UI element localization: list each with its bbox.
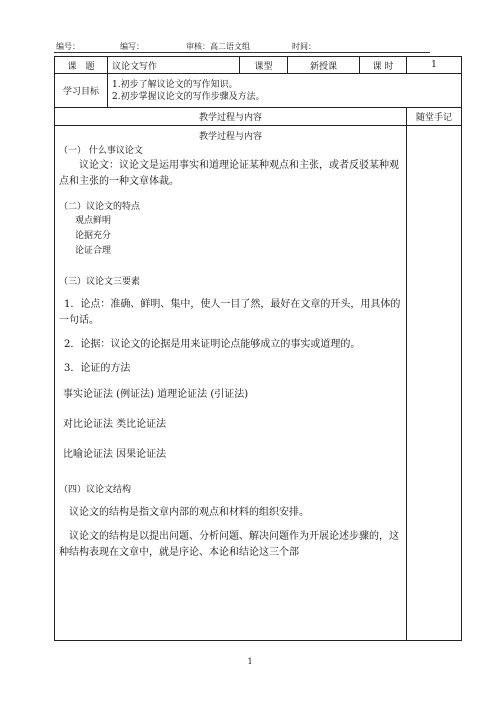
method-line: 事实论证法 (例证法) 道理论证法 (引证法)	[63, 389, 249, 400]
goals-label: 学习目标	[55, 74, 108, 108]
number-label: 编号：	[56, 42, 80, 51]
page-number: 1	[247, 657, 253, 666]
notes-header: 随堂手记	[407, 108, 462, 126]
topic-value: 议论文写作	[108, 57, 240, 74]
author-label: 编写：	[120, 42, 144, 51]
feature-item: 论证合理	[75, 246, 112, 256]
lesson-plan-table	[54, 56, 462, 641]
section-4-heading: （四）议论文结构	[59, 485, 132, 495]
section-3-method-title: 3．论证的方法	[64, 363, 131, 374]
section-4-body: 议论文的结构是指文章内部的观点和材料的组织安排。	[69, 507, 309, 518]
content-title: 教学过程与内容	[198, 132, 262, 142]
section-3-evidence: 2．论据：议论文的论据是用来证明论点能够成立的事实或道理的。	[64, 339, 361, 350]
goal-item: 1.初步了解议论文的写作知识。	[112, 79, 238, 90]
time-label: 时间：	[292, 42, 316, 51]
notes-cell	[407, 126, 462, 641]
section-3-heading: （三）议论文三要素	[59, 277, 141, 287]
section-1-heading: （一） 什么事议论文	[59, 146, 143, 156]
feature-item: 观点鲜明	[75, 216, 112, 226]
header-rule	[54, 52, 430, 53]
process-header: 教学过程与内容	[55, 108, 407, 126]
reviewer-label: 审核：高二语文组	[186, 42, 250, 51]
type-value: 新授课	[288, 57, 360, 74]
section-3-point: 1．论点：准确、鲜明、集中，使人一目了然，最好在文章的开头，用具体的一句话。	[59, 299, 401, 326]
feature-item: 论据充分	[75, 231, 112, 241]
section-2-heading: （二）议论文的特点	[59, 202, 141, 212]
type-label: 课型	[240, 57, 288, 74]
topic-label: 课 题	[55, 57, 108, 74]
hours-label: 课 时	[360, 57, 407, 74]
method-line: 对比论证法 类比论证法	[63, 419, 167, 430]
method-line: 比喻论证法 因果论证法	[63, 449, 167, 460]
hours-value: 1	[407, 57, 462, 74]
content-cell	[55, 126, 407, 641]
section-1-body: 议论文：议论文是运用事实和道理论证某种观点和主张，或者反驳某种观点和主张的一种文章体裁。	[59, 160, 399, 187]
goal-item: 2.初步掌握议论文的写作步骤及方法。	[112, 91, 265, 102]
section-4-body: 议论文的结构是以提出问题、分析问题、解决问题作为开展论述步骤的，这种结构表现在文章中，就是序论、本论和结论这三个部	[59, 531, 399, 558]
goals-cell	[108, 74, 462, 108]
